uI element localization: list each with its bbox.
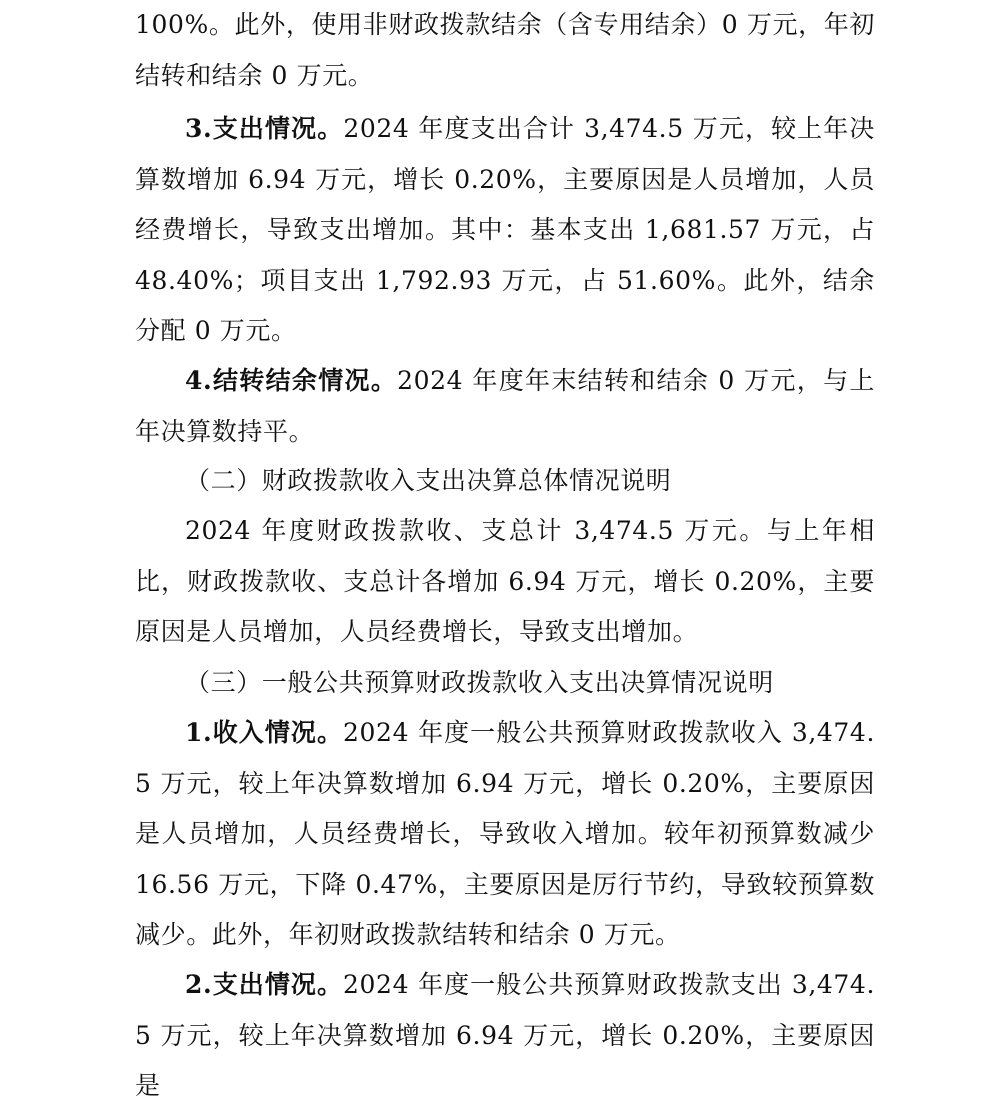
- paragraph-text: 2024 年度财政拨款收、支总计 3,474.5 万元。与上年相比，财政拨款收、支总计各增加 6.94 万元，增长 0.20%，主要原因是人员增加，人员经费增长，导致支出增加。: [135, 516, 875, 646]
- paragraph-text: 2024 年度一般公共预算财政拨款支出 3,474.5 万元，较上年决算数增加 6.94 万元，增长 0.20%，主要原因是: [135, 970, 875, 1100]
- paragraph-text: 2024 年度一般公共预算财政拨款收入 3,474.5 万元，较上年决算数增加 6.94 万元，增长 0.20%，主要原因是人员增加，人员经费增长，导致收入增加。较年初预算数减少 16.56 万元，下降 0.47%，主要原因是厉行节约，导致较预算数减少。此外，年初财政拨款结转和结余 0 万元。: [135, 718, 875, 949]
- paragraph-text: 100%。此外，使用非财政拨款结余（含专用结余）0 万元，年初结转和结余 0 万元。: [135, 10, 875, 90]
- section-heading-general-budget: （三）一般公共预算财政拨款收入支出决算情况说明: [185, 668, 774, 697]
- paragraph-text: 2024 年度支出合计 3,474.5 万元，较上年决算数增加 6.94 万元，增长 0.20%，主要原因是人员增加，人员经费增长，导致支出增加。其中：基本支出 1,681.57 万元，占 48.40%；项目支出 1,792.93 万元，占 51.60%。此外，结余分配 0 万元。: [135, 114, 875, 345]
- section-lead-carryover: 4.结转结余情况。: [185, 366, 398, 395]
- section-lead-income: 1.收入情况。: [185, 718, 344, 747]
- paragraph-text: 2024 年度年末结转和结余 0 万元，与上年决算数持平。: [135, 366, 875, 446]
- paragraph-carryover: [135, 356, 875, 457]
- paragraph-general-income: [135, 708, 875, 961]
- paragraph-fiscal-overview: [135, 506, 875, 658]
- section-lead-general-expenditure: 2.支出情况。: [185, 970, 344, 999]
- paragraph-general-expenditure: [135, 960, 875, 1112]
- section-lead-expenditure: 3.支出情况。: [185, 114, 344, 143]
- paragraph-expenditure: [135, 104, 875, 357]
- paragraph-income-continuation: [135, 0, 875, 101]
- section-heading-fiscal-overview: （二）财政拨款收入支出决算总体情况说明: [185, 466, 672, 495]
